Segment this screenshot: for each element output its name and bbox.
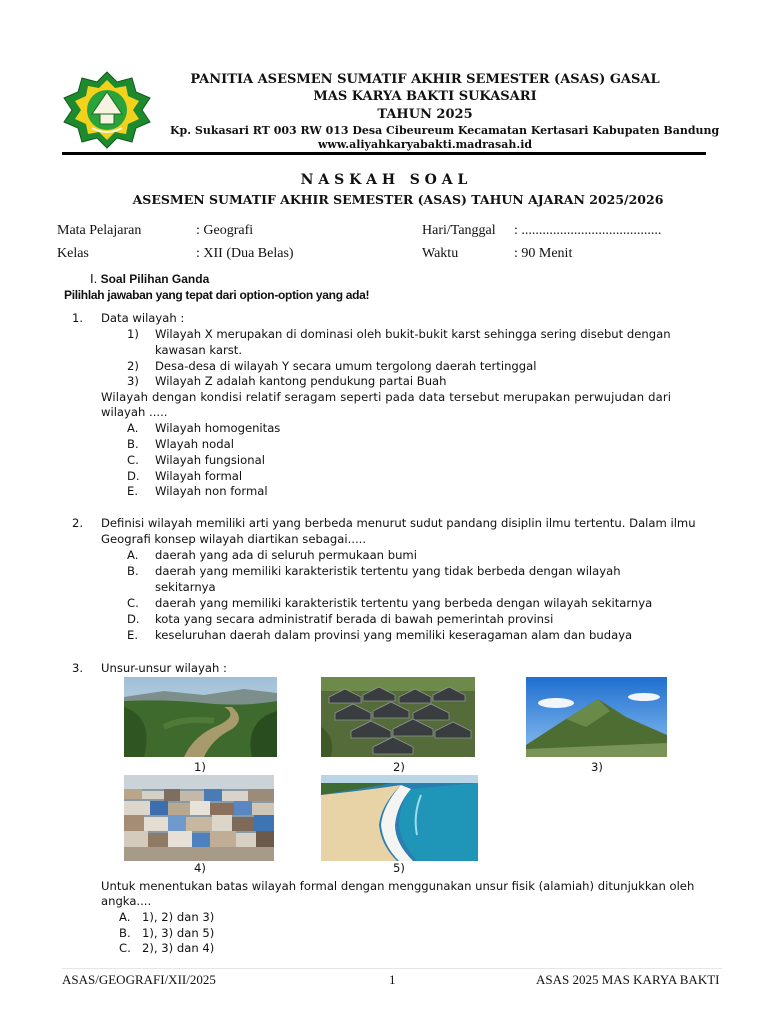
header-address: Kp. Sukasari RT 003 RW 013 Desa Cibeureum Kecamatan Kertasari Kabupaten Bandung <box>170 124 720 137</box>
q1-stem: Data wilayah : <box>101 311 185 325</box>
q3-option-letter: C. <box>119 941 131 955</box>
q1-option-text: Wilayah formal <box>155 469 243 483</box>
q3-question-cont: angka.... <box>101 894 152 908</box>
info-class-value: : XII (Dua Belas) <box>196 246 294 261</box>
footer-code: ASAS/GEOGRAFI/XII/2025 <box>62 972 216 987</box>
header-line-year: TAHUN 2025 <box>377 107 473 122</box>
q1-data-num: 1) <box>127 327 139 341</box>
q1-option-letter: C. <box>127 453 139 467</box>
footer-rule <box>62 968 722 969</box>
q2-option-letter: B. <box>127 564 139 578</box>
info-date-label: Hari/Tanggal <box>422 223 496 238</box>
section-numeral: I. <box>90 271 98 286</box>
q1-option-letter: D. <box>127 469 140 483</box>
q1-data-text: Wilayah Z adalah kantong pendukung partai Buah <box>155 374 447 388</box>
q3-option-letter: B. <box>119 926 131 940</box>
q3-number: 3. <box>72 661 84 675</box>
photo-river-valley <box>124 677 277 757</box>
q1-option-letter: B. <box>127 437 139 451</box>
q2-option-letter: D. <box>127 612 140 626</box>
q2-option-text-cont: sekitarnya <box>155 580 216 594</box>
q1-data-text: Wilayah X merupakan di dominasi oleh bukit-bukit karst sehingga sering disebut dengan <box>155 327 671 341</box>
photo-caption: 2) <box>393 760 405 774</box>
q1-data-text-cont: kawasan karst. <box>155 343 243 357</box>
q2-option-letter: A. <box>127 548 139 562</box>
info-date-value: : ........................................ <box>514 223 662 238</box>
photo-caption: 5) <box>393 861 405 875</box>
q1-option-text: Wilayah non formal <box>155 484 268 498</box>
q2-option-text: keseluruhan daerah dalam provinsi yang memiliki keseragaman alam dan budaya <box>155 628 633 642</box>
q1-option-text: Wilayah homogenitas <box>155 421 281 435</box>
q1-option-letter: A. <box>127 421 139 435</box>
q1-option-letter: E. <box>127 484 139 498</box>
q1-data-num: 3) <box>127 374 139 388</box>
footer-school: ASAS 2025 MAS KARYA BAKTI <box>536 972 720 987</box>
section-instruction: Pilihlah jawaban yang tepat dari option-option yang ada! <box>64 288 370 302</box>
section-heading <box>90 271 209 286</box>
school-logo <box>62 70 152 150</box>
q2-option-letter: E. <box>127 628 139 642</box>
photo-caption: 4) <box>194 861 206 875</box>
info-class-label: Kelas <box>57 246 89 261</box>
q1-data-text: Desa-desa di wilayah Y secara umum tergolong daerah tertinggal <box>155 359 537 373</box>
info-subject-value: : Geografi <box>196 223 254 238</box>
photo-mountain <box>526 677 667 757</box>
q2-stem: Definisi wilayah memiliki arti yang berbeda menurut sudut pandang disiplin ilmu tertentu. Dalam ilmu <box>101 516 696 530</box>
info-time-value: : 90 Menit <box>514 246 573 261</box>
q1-option-text: Wilayah fungsional <box>155 453 265 467</box>
section-title: Soal Pilihan Ganda <box>100 272 210 286</box>
q3-stem: Unsur-unsur wilayah : <box>101 661 227 675</box>
q2-option-letter: C. <box>127 596 139 610</box>
header-rule <box>62 152 706 155</box>
q2-number: 2. <box>72 516 84 530</box>
q2-option-text: daerah yang ada di seluruh permukaan bumi <box>155 548 417 562</box>
photo-caption: 3) <box>591 760 603 774</box>
q3-option-text: 1), 2) dan 3) <box>142 910 215 924</box>
document-title: N A S K A H S O A L <box>300 172 468 188</box>
footer-page-number: 1 <box>389 972 396 987</box>
q2-option-text: daerah yang memiliki karakteristik tertentu yang tidak berbeda dengan wilayah <box>155 564 621 578</box>
header-website: www.aliyahkaryabakti.madrasah.id <box>317 138 533 151</box>
document-subtitle: ASESMEN SUMATIF AKHIR SEMESTER (ASAS) TAHUN AJARAN 2025/2026 <box>132 192 664 207</box>
q1-option-text: Wlayah nodal <box>155 437 234 451</box>
q1-data-num: 2) <box>127 359 139 373</box>
q2-option-text: kota yang secara administratif berada di bawah pemerintah provinsi <box>155 612 554 626</box>
photo-caption: 1) <box>194 760 206 774</box>
q3-option-letter: A. <box>119 910 131 924</box>
header-line-committee: PANITIA ASESMEN SUMATIF AKHIR SEMESTER (ASAS) GASAL <box>190 72 660 87</box>
q2-stem-cont: Geografi konsep wilayah diartikan sebagai..... <box>101 532 367 546</box>
q1-question-cont: wilayah ..... <box>101 405 168 419</box>
q3-question: Untuk menentukan batas wilayah formal dengan menggunakan unsur fisik (alamiah) ditunjukkan oleh <box>101 879 695 893</box>
q2-option-text: daerah yang memiliki karakteristik tertentu yang berbeda dengan wilayah sekitarnya <box>155 596 653 610</box>
q1-number: 1. <box>72 311 84 325</box>
q3-option-text: 2), 3) dan 4) <box>142 941 215 955</box>
info-time-label: Waktu <box>422 246 459 261</box>
info-subject-label: Mata Pelajaran <box>57 223 142 238</box>
header-line-school: MAS KARYA BAKTI SUKASARI <box>313 89 537 104</box>
q1-question: Wilayah dengan kondisi relatif seragam seperti pada data tersebut merupakan perwujudan dari <box>101 390 672 404</box>
photo-beach-coast <box>321 775 478 861</box>
photo-traditional-village <box>321 677 475 757</box>
photo-dense-city <box>124 775 274 861</box>
q3-option-text: 1), 3) dan 5) <box>142 926 215 940</box>
